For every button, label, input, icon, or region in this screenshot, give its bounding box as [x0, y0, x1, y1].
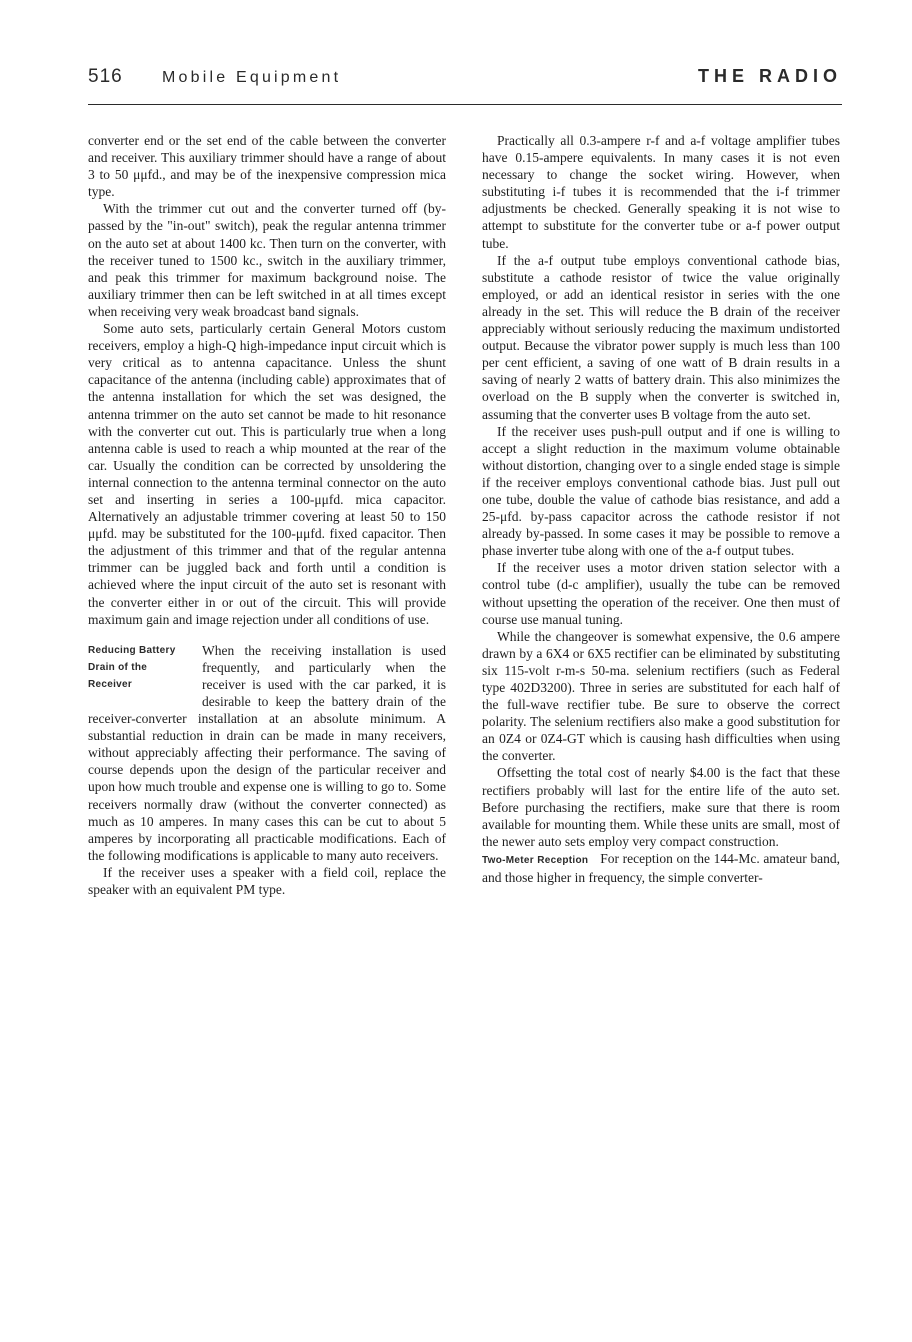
paragraph: If the receiver uses a speaker with a field coil, replace the speaker with an equivalent PM type. [88, 864, 446, 898]
subsection-heading: Two-Meter Reception [482, 854, 589, 866]
paragraph: Practically all 0.3-ampere r-f and a-f voltage amplifier tubes have 0.15-ampere equivalents. In many cases it is not even necessary to change the socket wiring. However, when substituting i-f tubes it is recommended that the i-f trimmer adjustments be checked. Generally speaking it is not wise to attempt to substitute for the converter tube or a-f power output tube. [482, 133, 840, 251]
header-rule [88, 104, 842, 105]
page-header [88, 64, 842, 94]
section-title: Mobile Equipment [162, 69, 342, 86]
paragraph: Offsetting the total cost of nearly $4.00 is the fact that these rectifiers probably will last for the entire life of the auto set. Before purchasing the rectifiers, make sure that there is room available for mounting them. While these units are small, most of the newer auto sets employ very compact construction. [482, 765, 840, 849]
subsection-two-meter-reception [482, 850, 840, 886]
paragraph: If the receiver uses push-pull output and if one is willing to accept a slight reduction in the maximum volume obtainable without distortion, changing over to a single ended stage is simple if the receiver employs conventional cathode bias. Just pull out one tube, double the value of cathode bias resistance, and add a 25-μfd. by-pass capacitor across the cathode resistor if not already by-passed. In some cases it may be possible to remove a phase inverter tube along with one of the a-f output tubes. [482, 423, 840, 559]
subsection-heading [88, 642, 202, 710]
subsection-heading-line: Reducing Battery [88, 644, 176, 656]
right-column [482, 132, 840, 886]
page-number: 516 [88, 66, 123, 87]
paragraph: If the receiver uses a motor driven station selector with a control tube (d-c amplifier), usually the tube can be removed without upsetting the operation of the receiver. One then must of course use manual tuning. [482, 560, 840, 627]
subsection-heading-line: Receiver [88, 678, 133, 690]
subsection-heading-line: Drain of the [88, 661, 148, 673]
paragraph: When the receiving installation is used frequently, and particularly when the receiver is used with the car parked, it is desirable to keep the battery drain of the receiver-converter installation at an absolute minimum. A substantial reduction in drain can be made in many receivers, without appreciably affecting their performance. The saving of course depends upon the design of the particular receiver and upon how much trouble and expense one is willing to go to. Some receivers normally draw (without the converter connected) as much as 10 amperes. In many cases this can be cut to about 5 amperes by incorporating all practicable modifications. Each of the following modifications is applicable to many auto receivers. [88, 642, 446, 863]
journal-title: THE RADIO [698, 66, 842, 86]
subsection-reducing-battery-drain [88, 642, 446, 864]
paragraph: Some auto sets, particularly certain General Motors custom receivers, employ a high-Q high-impedance input circuit which is very critical as to antenna capacitance. Unless the shunt capacitance of the antenna (including cable) approximates that of the antenna installation for which the set was designed, the antenna trimmer on the auto set cannot be made to hit resonance with the converter cut out. This is particularly true when a long antenna cable is used to reach a whip mounted at the rear of the car. Usually the condition can be corrected by unsoldering the internal connection to the antenna terminal connector on the auto set and inserting in series a 100-μμfd. mica capacitor. Alternatively an adjustable trimmer covering at least 50 to 150 μμfd. may be substituted for the 100-μμfd. fixed capacitor. Then the adjustment of this trimmer and that of the regular antenna trimmer can be juggled back and forth until a condition is achieved where the input circuit of the auto set is resonant with the converter either in or out of the circuit. This will provide maximum gain and image rejection under all conditions of use. [88, 321, 446, 627]
paragraph-text: For reception on the 144-Mc. amateur band, and those higher in frequency, the simple converter- [482, 850, 840, 886]
paragraph: If the a-f output tube employs conventional cathode bias, substitute a cathode resistor of twice the value originally employed, or add an identical resistor in series with the one already in the set. This will reduce the B drain of the receiver appreciably without seriously reducing the maximum undistorted output. Because the vibrator power supply is much less than 100 per cent efficient, a saving of one watt of B drain results in a saving of nearly 2 watts of battery drain. This also minimizes the overload on the B supply when the converter is switched in, assuming that the converter uses B voltage from the auto set. [482, 252, 840, 422]
paragraph: With the trimmer cut out and the converter turned off (by-passed by the "in-out" switch), peak the regular antenna trimmer on the auto set at about 1400 kc. Then turn on the converter, with the receiver tuned to 1500 kc., switch in the auxiliary trimmer, and peak this trimmer for maximum background noise. The auxiliary trimmer then can be left switched in at all times except when receiving very weak broadcast band signals. [88, 201, 446, 319]
paragraph: converter end or the set end of the cable between the converter and receiver. This auxiliary trimmer should have a range of about 3 to 50 μμfd., and may be of the inexpensive compression mica type. [88, 133, 446, 200]
paragraph: While the changeover is somewhat expensive, the 0.6 ampere drawn by a 6X4 or 6X5 rectifier can be eliminated by substituting six 115-volt r-m-s 50-ma. selenium rectifiers (such as Federal type 402D3200). Three in series are substituted for each half of the full-wave rectifier tube. Be sure to observe the correct polarity. The selenium rectifiers also make a good substitution for an 0Z4 or 0Z4-GT which is causing hash difficulties when using the converter. [482, 628, 840, 764]
left-column [88, 132, 446, 898]
